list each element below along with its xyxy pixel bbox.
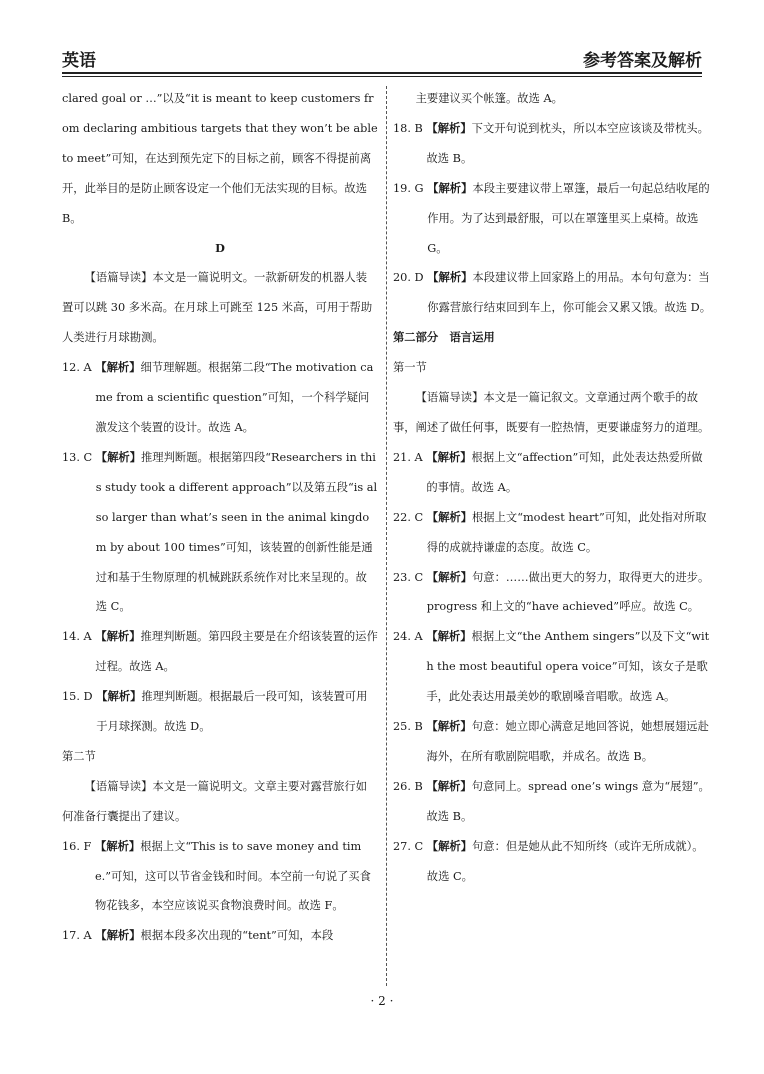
answer-number: 20. D (393, 271, 428, 285)
passage-intro-3: 【语篇导读】本文是一篇记叙文。文章通过两个歌手的故事，阐述了做任何事，既要有一腔热情，更要谦虚努力的道理。 (393, 391, 710, 434)
analysis-tag: 【解析】 (426, 450, 472, 464)
answer-text: 根据上文“affection”可知，此处表达热爱所做的事情。故选 A。 (426, 450, 703, 494)
header-rule-thick (62, 72, 702, 74)
answer-item-17 (62, 921, 378, 951)
answer-item-25 (393, 712, 711, 772)
answer-item-13 (62, 443, 378, 622)
answer-item-19 (393, 174, 711, 264)
analysis-tag: 【解析】 (427, 271, 473, 285)
answer-text: 推理判断题。根据第四段“Researchers in this study took a different approach”以及第五段“is also larger than what’s seen in the animal kingdom by about 100 times”可知，该装置的创新性能是通过和基于生物原理的机械跳跃系统作对比来呈现的。故选 C。 (95, 450, 378, 614)
analysis-tag: 【解析】 (427, 181, 473, 195)
analysis-tag: 【解析】 (96, 690, 142, 704)
continued-paragraph: 主要建议买个帐篷。故选 A。 (415, 92, 563, 105)
answer-item-21 (393, 443, 711, 503)
answer-number: 23. C (393, 570, 427, 584)
answer-item-23 (393, 563, 711, 623)
part-heading: 第二部分 语言运用 (393, 331, 495, 345)
right-column (393, 84, 711, 891)
answer-number: 17. A (62, 929, 96, 943)
analysis-tag: 【解析】 (95, 839, 141, 853)
analysis-tag: 【解析】 (426, 779, 472, 793)
analysis-tag: 【解析】 (95, 361, 141, 375)
analysis-tag: 【解析】 (426, 570, 472, 584)
answer-number: 16. F (62, 839, 95, 853)
analysis-tag: 【解析】 (95, 450, 141, 464)
answer-number: 21. A (393, 450, 427, 464)
answer-text: 细节理解题。根据第二段“The motivation came from a scientific question”可知，一个科学疑问激发这个装置的设计。故选 A。 (95, 361, 374, 434)
answer-text: 推理判断题。根据最后一段可知，该装置可用于月球探测。故选 D。 (96, 690, 368, 734)
passage-intro-d: 【语篇导读】本文是一篇说明文。一款新研发的机器人装置可以跳 30 多米高。在月球上可跳至 125 米高，可用于帮助人类进行月球勘测。 (62, 271, 373, 345)
answer-item-14 (62, 622, 378, 682)
answer-number: 26. B (393, 779, 427, 793)
analysis-tag: 【解析】 (426, 720, 472, 734)
answer-number: 22. C (393, 510, 427, 524)
answer-number: 27. C (393, 839, 427, 853)
answer-text: 句意同上。spread one’s wings 意为“展翅”。故选 B。 (426, 779, 710, 823)
answer-item-15 (62, 682, 378, 742)
analysis-tag: 【解析】 (426, 839, 472, 853)
subject-label: 英语 (62, 51, 96, 71)
passage-intro-2: 【语篇导读】本文是一篇说明文。文章主要对露营旅行如何准备行囊提出了建议。 (62, 779, 368, 823)
answer-text: 根据本段多次出现的“tent”可知，本段 (140, 929, 334, 943)
left-column (62, 84, 378, 951)
answer-text: 根据上文“the Anthem singers”以及下文“with the most beautiful opera voice”可知，该女子是歌手，此处表达用最美妙的歌剧嗓音唱歌。故选 A。 (426, 630, 710, 704)
analysis-tag: 【解析】 (95, 630, 141, 644)
answer-text: 本段建议带上回家路上的用品。本句句意为：当你露营旅行结束回到车上，你可能会又累又饿。故选 D。 (427, 271, 711, 315)
header-rule-thin (62, 76, 702, 77)
answer-item-12 (62, 353, 378, 443)
column-divider (386, 86, 387, 986)
answer-item-16 (62, 832, 378, 922)
answer-number: 14. A (62, 630, 96, 644)
answer-item-24 (393, 622, 711, 712)
answer-number: 18. B (393, 121, 427, 135)
answer-text: 下文开句说到枕头，所以本空应该谈及带枕头。故选 B。 (426, 121, 709, 165)
answer-number: 15. D (62, 690, 97, 704)
answer-text: 句意：但是她从此不知所终（或许无所成就）。故选 C。 (426, 839, 704, 883)
analysis-tag: 【解析】 (426, 630, 472, 644)
answer-text: 推理判断题。第四段主要是在介绍该装置的运作过程。故选 A。 (95, 630, 378, 674)
section-heading-d: D (215, 240, 225, 255)
section-heading-1: 第一节 (393, 361, 427, 375)
page-number: · 2 · (370, 994, 394, 1008)
analysis-tag: 【解析】 (426, 510, 472, 524)
answer-text: 本段主要建议带上罩篷，最后一句起总结收尾的作用。为了达到最舒服，可以在罩篷里买上桌椅。故选 G。 (427, 181, 710, 255)
analysis-tag: 【解析】 (426, 121, 472, 135)
analysis-tag: 【解析】 (95, 929, 141, 943)
answer-text: 根据上文“modest heart”可知，此处指对所取得的成就持谦虚的态度。故选 C。 (426, 510, 707, 554)
answer-text: 根据上文“This is to save money and time.”可知，这可以节省金钱和时间。本空前一句说了买食物花钱多，本空应该说买食物浪费时间。故选 F。 (95, 839, 371, 913)
continued-paragraph: clared goal or …”以及“it is meant to keep customers from declaring ambitious targets that they won’t be able to meet”可知，在达到预先定下的目标之前，顾客不得提前离开，此举目的是防止顾客设定一个他们无法实现的目标。故选 B。 (62, 92, 378, 225)
answer-text: 句意：……做出更大的努力，取得更大的进步。progress 和上文的“have achieved”呼应。故选 C。 (426, 570, 710, 614)
answer-number: 24. A (393, 630, 427, 644)
answer-text: 句意：她立即心满意足地回答说，她想展翅远赴海外，在所有歌剧院唱歌，并成名。故选 B。 (426, 720, 709, 763)
answer-item-26 (393, 772, 711, 832)
header-title: 参考答案及解析 (583, 51, 702, 71)
answer-item-22 (393, 503, 711, 563)
answer-item-27 (393, 832, 711, 892)
page-header (62, 40, 702, 72)
section-heading-2: 第二节 (62, 749, 96, 763)
answer-number: 13. C (62, 450, 96, 464)
answer-item-20 (393, 263, 711, 323)
answer-item-18 (393, 114, 711, 174)
answer-number: 19. G (393, 181, 428, 195)
answer-number: 25. B (393, 720, 427, 734)
answer-number: 12. A (62, 361, 96, 375)
